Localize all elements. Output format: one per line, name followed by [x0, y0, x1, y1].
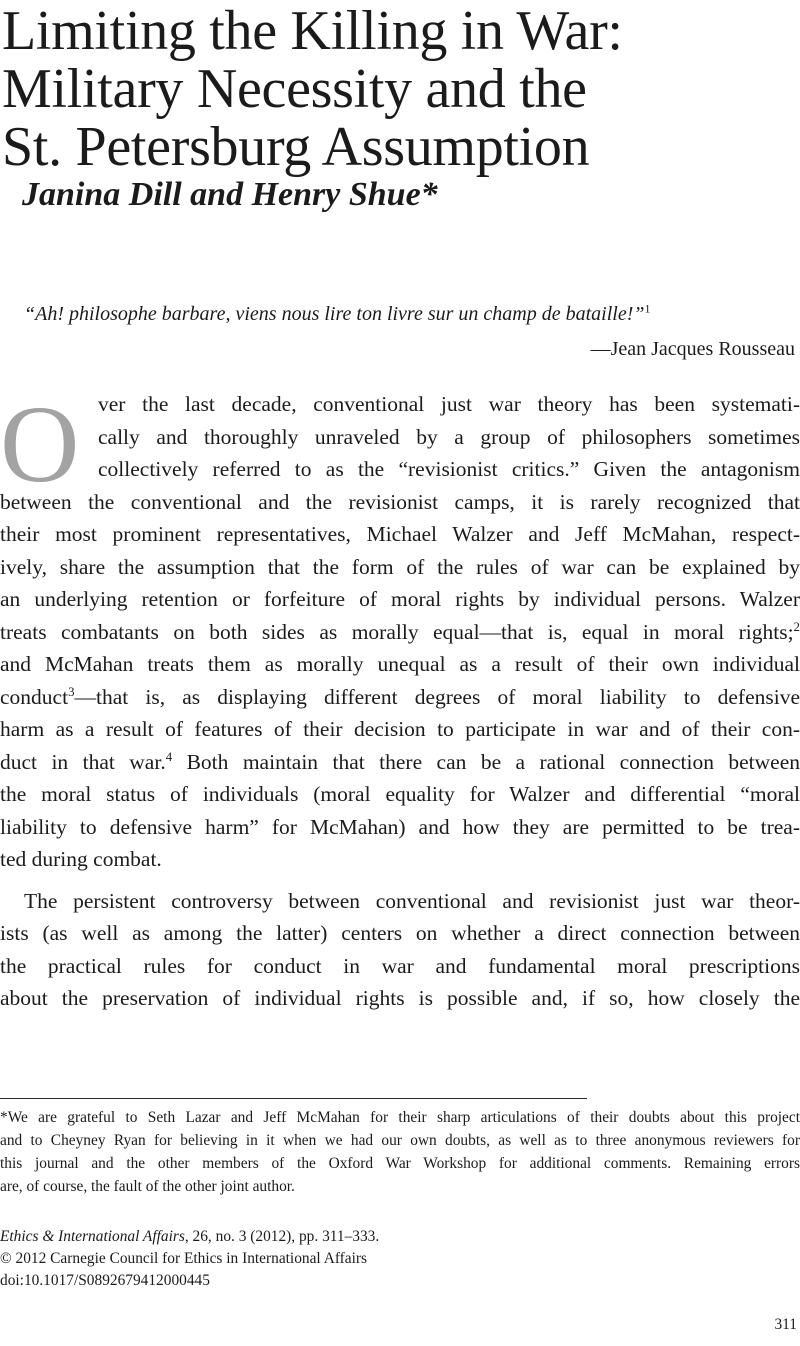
body-line: harm as a result of features of their decision to participate in war and of their con-	[0, 717, 800, 741]
body-line: ted during combat.	[0, 847, 162, 871]
citation-line	[0, 1226, 379, 1248]
body-line	[0, 616, 800, 649]
doi-line[interactable]: doi:10.1017/S0892679412000445	[0, 1272, 210, 1289]
body-line: about the preservation of individual rights is possible and, if so, how closely the	[0, 986, 800, 1010]
body-line-text: —that is, as displaying different degrees of moral liability to defensive	[74, 684, 800, 709]
body-line: their most prominent representatives, Michael Walzer and Jeff McMahan, respect-	[0, 522, 800, 546]
body-line: the moral status of individuals (moral equality for Walzer and differential “moral	[0, 782, 800, 806]
title-line: Military Necessity and the	[2, 58, 587, 120]
body-line: ver the last decade, conventional just war theory has been systemati-	[98, 392, 800, 416]
body-line	[0, 746, 800, 779]
body-line-text: Both maintain that there can be a rational connection between	[172, 749, 800, 774]
body-line: the practical rules for conduct in war and fundamental moral prescriptions	[0, 953, 800, 978]
body-line: liability to defensive harm” for McMahan) and how they are permitted to be trea-	[0, 814, 800, 839]
epigraph-quote	[24, 303, 651, 326]
body-line-text: conduct	[0, 684, 69, 709]
footnote-ref[interactable]: 4	[165, 749, 173, 764]
body-line: ists (as well as among the latter) centers on whether a direct connection between	[0, 921, 800, 945]
footnote-line: *We are grateful to Seth Lazar and Jeff McMahan for their sharp articulations of their doubts about this project	[0, 1109, 800, 1126]
body-text	[0, 383, 800, 1015]
body-line: The persistent controversy between conventional and revisionist just war theor-	[24, 888, 800, 913]
title-line: St. Petersburg Assumption	[2, 116, 590, 178]
body-line: and McMahan treats them as morally unequal as a result of their own individual	[0, 652, 800, 676]
article-title	[2, 2, 792, 176]
epigraph-text: “Ah! philosophe barbare, viens nous lire ton livre sur un champ de bataille!”	[24, 303, 645, 325]
footnote-line: and to Cheyney Ryan for believing in it when we had our own doubts, as well as to three anonymous reviewers for	[0, 1132, 800, 1149]
body-line: collectively referred to as the “revisionist critics.” Given the antagonism	[98, 457, 800, 481]
journal-name: Ethics & International Affairs	[0, 1228, 185, 1245]
page-number: 311	[774, 1316, 797, 1333]
citation-block	[0, 1226, 379, 1292]
drop-cap: O	[0, 383, 80, 505]
body-line: between the conventional and the revisionist camps, it is rarely recognized that	[0, 489, 800, 514]
footnote-ref[interactable]: 1	[644, 301, 651, 316]
footnote-ref[interactable]: 3	[68, 684, 75, 699]
body-line-text: treats combatants on both sides as morally equal—that is, equal in moral rights;	[0, 619, 794, 644]
body-line	[0, 681, 800, 714]
author-names: Janina Dill and Henry Shue*	[22, 176, 438, 213]
body-line: ively, share the assumption that the form of the rules of war can be explained by	[0, 554, 800, 579]
copyright-line: © 2012 Carnegie Council for Ethics in International Affairs	[0, 1250, 368, 1267]
epigraph-attribution: —Jean Jacques Rousseau	[590, 338, 795, 360]
title-line: Limiting the Killing in War:	[2, 0, 623, 62]
body-line: cally and thoroughly unraveled by a group of philosophers sometimes	[98, 424, 800, 449]
body-line-text: duct in that war.	[0, 749, 166, 774]
body-line: an underlying retention or forfeiture of moral rights by individual persons. Walzer	[0, 587, 800, 611]
footnote-divider	[0, 1098, 587, 1099]
footnote	[0, 1106, 800, 1198]
footnote-ref[interactable]: 2	[793, 619, 800, 634]
citation-details: , 26, no. 3 (2012), pp. 311–333.	[184, 1228, 380, 1245]
footnote-line: are, of course, the fault of the other joint author.	[0, 1178, 295, 1195]
footnote-line: this journal and the other members of the Oxford War Workshop for additional comments. Remaining errors	[0, 1155, 800, 1172]
paragraph-gap	[0, 876, 800, 885]
